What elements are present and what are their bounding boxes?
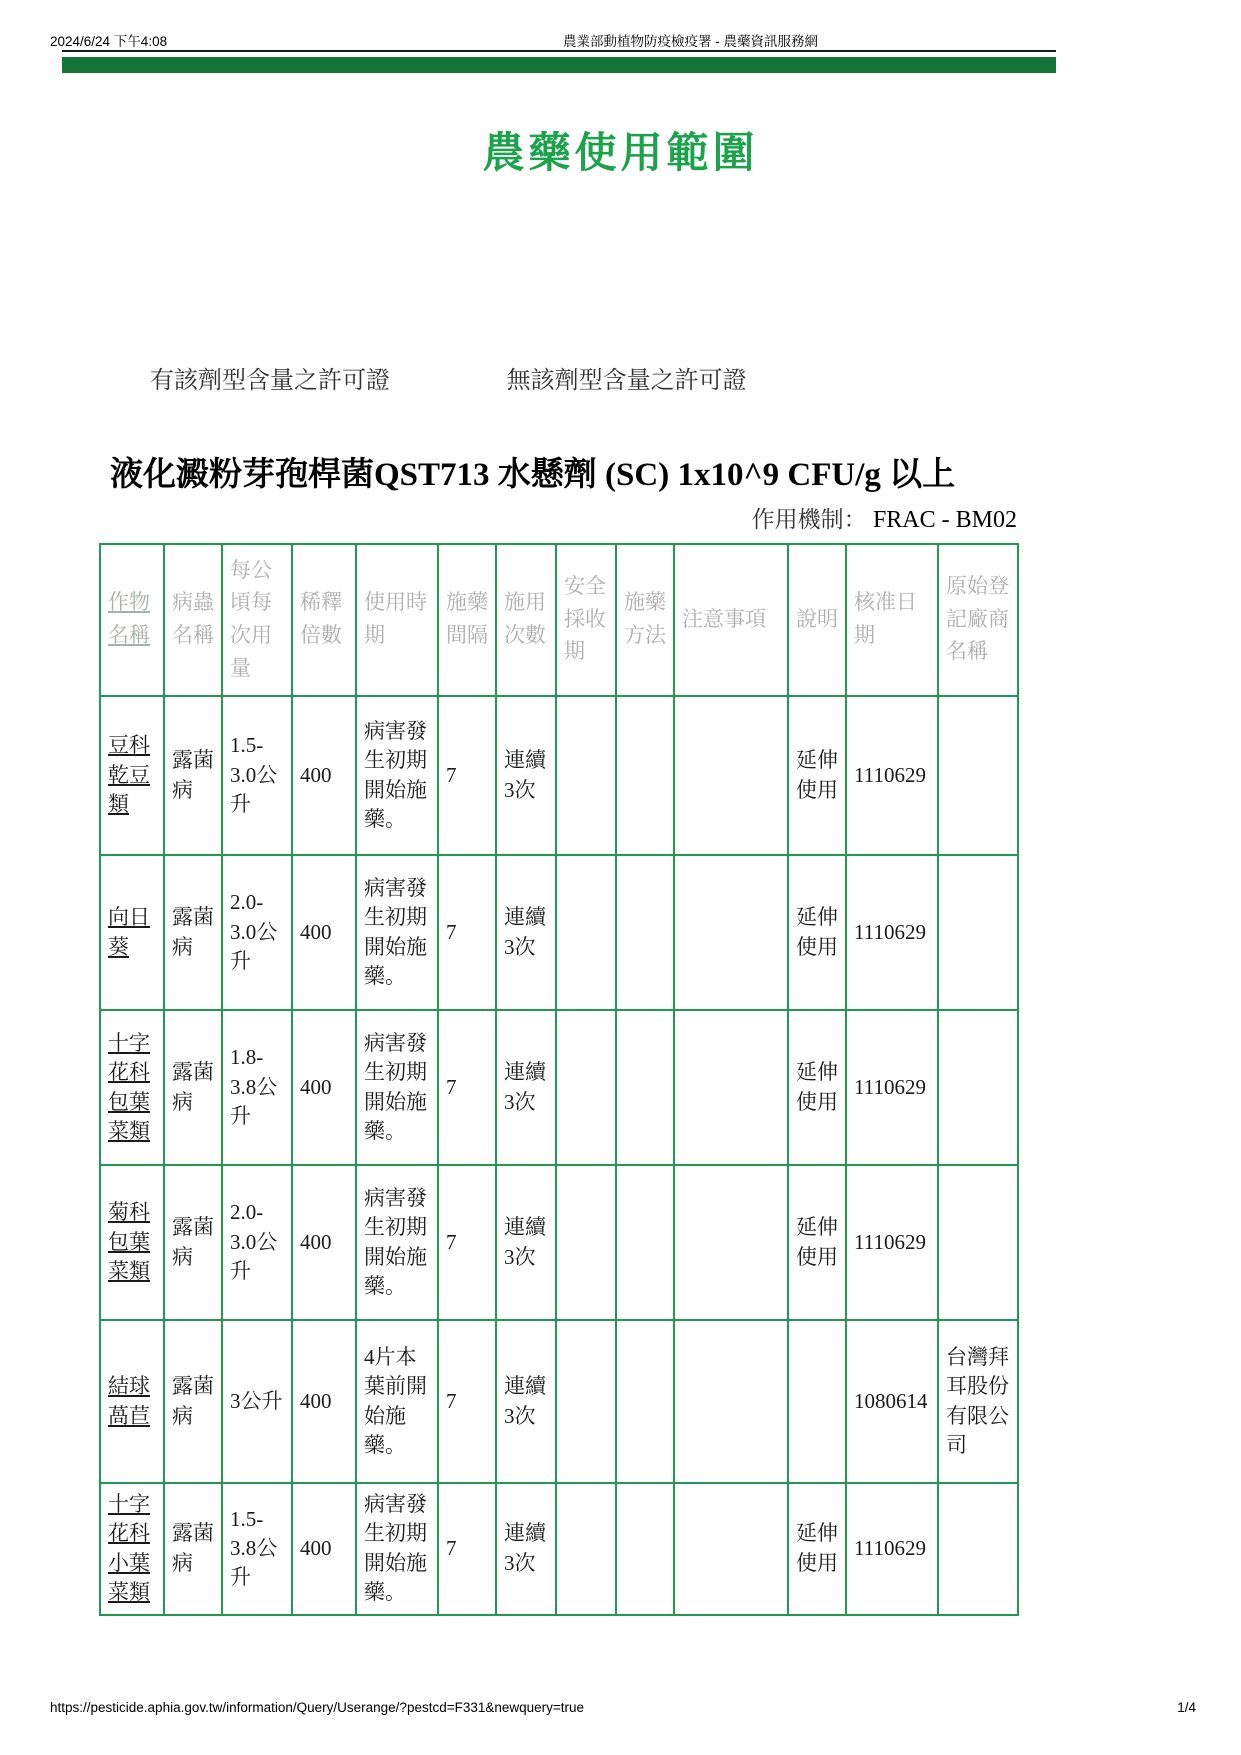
product-heading: 液化澱粉芽孢桿菌QST713 水懸劑 (SC) 1x10^9 CFU/g 以上 <box>110 457 956 493</box>
cell-dosage: 1.8-3.8公升 <box>222 1010 292 1165</box>
column-header-interval: 施藥間隔 <box>438 544 496 696</box>
cell-interval: 7 <box>438 1165 496 1320</box>
cell-method <box>616 1010 674 1165</box>
cell-crop-name <box>100 1483 164 1615</box>
header-divider <box>62 50 1056 52</box>
table-row <box>100 696 1018 855</box>
cell-dosage: 2.0-3.0公升 <box>222 1165 292 1320</box>
cell-times: 連續3次 <box>496 1010 556 1165</box>
cell-period: 病害發生初期開始施藥。 <box>356 1483 438 1615</box>
column-header-dilution: 稀釋倍數 <box>292 544 356 696</box>
cell-times: 連續3次 <box>496 1165 556 1320</box>
column-header-crop-name <box>100 544 164 696</box>
cell-pest-name: 露菌病 <box>164 1320 222 1483</box>
cell-manufacturer <box>938 855 1018 1010</box>
column-header-approval-date: 核准日期 <box>846 544 938 696</box>
cell-dilution: 400 <box>292 855 356 1010</box>
mechanism-line <box>99 501 1017 534</box>
cell-period: 病害發生初期開始施藥。 <box>356 696 438 855</box>
crop-link[interactable]: 菊科包葉菜類 <box>108 1200 150 1284</box>
cell-pest-name: 露菌病 <box>164 855 222 1010</box>
cell-remark <box>788 1320 846 1483</box>
cell-times: 連續3次 <box>496 1320 556 1483</box>
mechanism-label: 作用機制： <box>751 506 867 532</box>
cell-safe-harvest <box>556 696 616 855</box>
cell-remark: 延伸使用 <box>788 696 846 855</box>
cell-interval: 7 <box>438 1010 496 1165</box>
legend-has-license: 有該劑型含量之許可證 <box>150 367 390 394</box>
crop-link[interactable]: 十字花科包葉菜類 <box>108 1030 150 1143</box>
cell-dilution: 400 <box>292 696 356 855</box>
cell-pest-name: 露菌病 <box>164 1010 222 1165</box>
usage-table <box>99 543 1019 1616</box>
column-header-pest-name: 病蟲名稱 <box>164 544 222 696</box>
cell-period: 病害發生初期開始施藥。 <box>356 855 438 1010</box>
crop-name-sort-link[interactable]: 作物名稱 <box>108 591 150 647</box>
cell-interval: 7 <box>438 1483 496 1615</box>
cell-dosage: 2.0-3.0公升 <box>222 855 292 1010</box>
cell-crop-name <box>100 1165 164 1320</box>
table-header-row <box>100 544 1018 696</box>
cell-manufacturer: 台灣拜耳股份有限公司 <box>938 1320 1018 1483</box>
cell-notes <box>674 1483 788 1615</box>
cell-approval-date: 1110629 <box>846 696 938 855</box>
table-row <box>100 1320 1018 1483</box>
cell-approval-date: 1080614 <box>846 1320 938 1483</box>
cell-manufacturer <box>938 1010 1018 1165</box>
cell-manufacturer <box>938 1165 1018 1320</box>
cell-dilution: 400 <box>292 1165 356 1320</box>
cell-method <box>616 696 674 855</box>
cell-interval: 7 <box>438 855 496 1010</box>
cell-remark: 延伸使用 <box>788 855 846 1010</box>
cell-method <box>616 1320 674 1483</box>
cell-remark: 延伸使用 <box>788 1483 846 1615</box>
cell-dilution: 400 <box>292 1483 356 1615</box>
column-header-dosage: 每公頃每次用量 <box>222 544 292 696</box>
cell-pest-name: 露菌病 <box>164 696 222 855</box>
print-site-title: 農業部動植物防疫檢疫署 - 農藥資訊服務網 <box>563 34 818 49</box>
cell-crop-name <box>100 855 164 1010</box>
column-header-period: 使用時期 <box>356 544 438 696</box>
crop-link[interactable]: 豆科乾豆類 <box>108 733 150 817</box>
cell-period: 病害發生初期開始施藥。 <box>356 1010 438 1165</box>
cell-approval-date: 1110629 <box>846 1165 938 1320</box>
page-title: 農藥使用範圍 <box>482 129 759 176</box>
column-header-notes: 注意事項 <box>674 544 788 696</box>
cell-approval-date: 1110629 <box>846 855 938 1010</box>
cell-period: 4片本葉前開始施藥。 <box>356 1320 438 1483</box>
cell-dilution: 400 <box>292 1010 356 1165</box>
cell-safe-harvest <box>556 855 616 1010</box>
cell-times: 連續3次 <box>496 696 556 855</box>
cell-method <box>616 855 674 1010</box>
cell-notes <box>674 1010 788 1165</box>
nav-bar <box>62 57 1056 73</box>
cell-remark: 延伸使用 <box>788 1010 846 1165</box>
cell-interval: 7 <box>438 696 496 855</box>
cell-dosage: 3公升 <box>222 1320 292 1483</box>
cell-crop-name <box>100 1010 164 1165</box>
cell-pest-name: 露菌病 <box>164 1165 222 1320</box>
cell-dilution: 400 <box>292 1320 356 1483</box>
cell-method <box>616 1483 674 1615</box>
license-legend <box>150 360 747 395</box>
cell-notes <box>674 855 788 1010</box>
column-header-safe-harvest: 安全採收期 <box>556 544 616 696</box>
crop-link[interactable]: 結球萵苣 <box>108 1374 150 1428</box>
cell-dosage: 1.5-3.8公升 <box>222 1483 292 1615</box>
mechanism-value: FRAC - BM02 <box>872 507 1017 533</box>
cell-pest-name: 露菌病 <box>164 1483 222 1615</box>
footer-page-number: 1/4 <box>1177 1700 1196 1715</box>
cell-manufacturer <box>938 1483 1018 1615</box>
crop-link[interactable]: 向日葵 <box>108 905 150 959</box>
cell-dosage: 1.5-3.0公升 <box>222 696 292 855</box>
column-header-method: 施藥方法 <box>616 544 674 696</box>
cell-times: 連續3次 <box>496 855 556 1010</box>
cell-period: 病害發生初期開始施藥。 <box>356 1165 438 1320</box>
cell-notes <box>674 696 788 855</box>
crop-link[interactable]: 十字花科小葉菜類 <box>108 1492 150 1605</box>
cell-manufacturer <box>938 696 1018 855</box>
cell-approval-date: 1110629 <box>846 1483 938 1615</box>
cell-safe-harvest <box>556 1320 616 1483</box>
cell-safe-harvest <box>556 1165 616 1320</box>
table-row <box>100 1010 1018 1165</box>
cell-remark: 延伸使用 <box>788 1165 846 1320</box>
print-datetime: 2024/6/24 下午4:08 <box>50 34 168 49</box>
legend-no-license: 無該劑型含量之許可證 <box>506 367 747 394</box>
footer-url: https://pesticide.aphia.gov.tw/information/Query/Userange/?pestcd=F331&newquery=true <box>50 1700 585 1715</box>
cell-interval: 7 <box>438 1320 496 1483</box>
cell-method <box>616 1165 674 1320</box>
cell-times: 連續3次 <box>496 1483 556 1615</box>
column-header-manufacturer: 原始登記廠商名稱 <box>938 544 1018 696</box>
cell-crop-name <box>100 1320 164 1483</box>
cell-notes <box>674 1165 788 1320</box>
table-row <box>100 1165 1018 1320</box>
table-row <box>100 855 1018 1010</box>
cell-crop-name <box>100 696 164 855</box>
cell-notes <box>674 1320 788 1483</box>
column-header-remark: 說明 <box>788 544 846 696</box>
cell-safe-harvest <box>556 1010 616 1165</box>
cell-approval-date: 1110629 <box>846 1010 938 1165</box>
table-row <box>100 1483 1018 1615</box>
column-header-times: 施用次數 <box>496 544 556 696</box>
cell-safe-harvest <box>556 1483 616 1615</box>
